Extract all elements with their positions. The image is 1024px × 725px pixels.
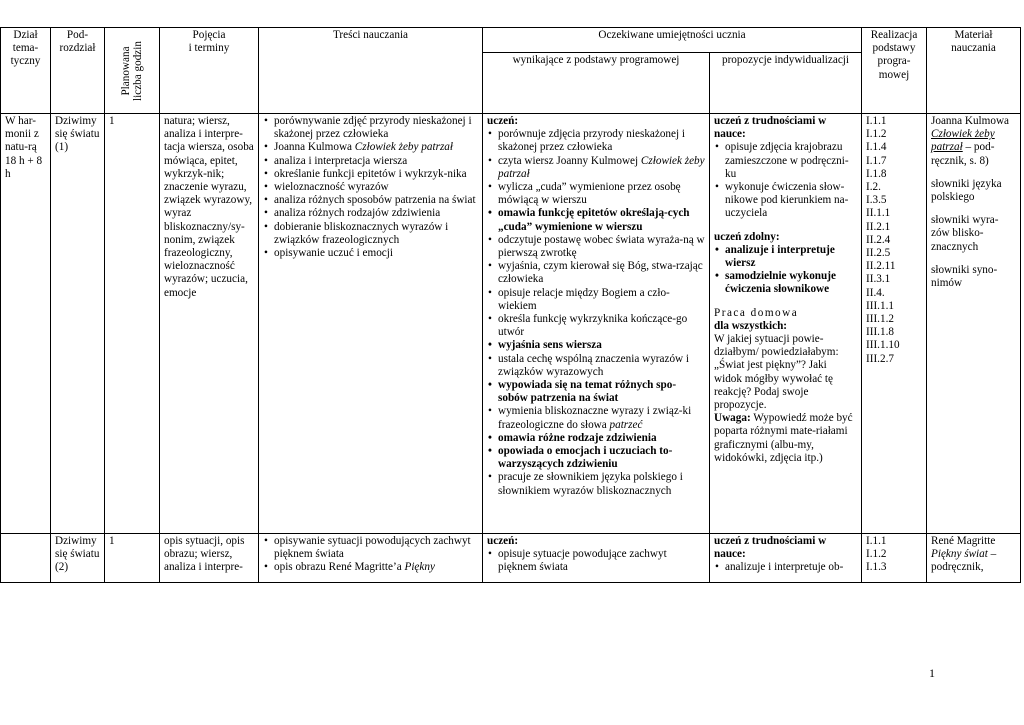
- list-item: • wykonuje ćwiczenia słow-nikowe pod kierunkiem na-uczyciela: [714, 181, 857, 221]
- row1-propozycje: [710, 114, 862, 534]
- realizacja-code: I.1.4: [866, 141, 887, 154]
- material-other-1: słowniki języka polskiego: [931, 177, 1002, 204]
- list-item: • określanie funkcji epitetów i wykrzyk-nika: [263, 168, 478, 181]
- list-item: • analizuje i interpretuje wiersz: [714, 244, 857, 270]
- header-material: Materiał nauczania: [927, 28, 1021, 114]
- row2-podrozdzial: Dziwimy się światu (2): [51, 534, 105, 583]
- header-wynikajace: wynikające z podstawy programowej: [483, 53, 710, 114]
- realizacja-code: I.1.7: [866, 154, 887, 167]
- trud-list: [714, 141, 857, 220]
- list-item: • opisuje zdjęcia krajobrazu zamieszczone w podręczni-ku: [714, 141, 857, 181]
- praca-domowa-label: Praca domowa: [714, 306, 799, 319]
- realizacja-code: I.1.3: [866, 561, 887, 574]
- row2-material: [927, 534, 1021, 583]
- list-item: • ustala cechę wspólną znaczenia wyrazów i związków wyrazowych: [487, 353, 705, 379]
- material-title: Człowiek żeby patrzał – pod-ręcznik, s. 8): [931, 128, 995, 167]
- list-item: • wylicza „cuda” wymienione przez osobę mówiącą w wierszu: [487, 181, 705, 207]
- uwaga-text: Uwaga: Wypowiedź może być poparta różnymi mate-riałami graficznymi (albu-my, widokówki, zdjęcia itp.): [714, 412, 853, 464]
- row2-propozycje: [710, 534, 862, 583]
- row1-material: [927, 114, 1021, 534]
- uczen-zdolny-label: uczeń zdolny:: [714, 230, 780, 243]
- realizacja-code: I.1.1: [866, 115, 887, 127]
- dla-wszystkich-label: dla wszystkich:: [714, 319, 788, 332]
- header-planowana-liczba-godzin: Planowana liczba godzin: [105, 28, 160, 114]
- material-other-2: słowniki wyra-zów blisko-znacznych: [931, 214, 999, 253]
- header-podrozdzial: Pod-rozdział: [51, 28, 105, 114]
- list-item: • wymienia bliskoznaczne wyrazy i związ-ki frazeologiczne do słowa patrzeć: [487, 405, 705, 431]
- realizacja-code: III.2.7: [866, 352, 894, 365]
- trud-list-2: [714, 561, 857, 574]
- uczen-z-trudnosciami-label: uczeń z trudnościami w nauce:: [714, 535, 827, 561]
- row2-realizacja: [862, 534, 927, 583]
- list-item: • opisywanie uczuć i emocji: [263, 247, 478, 260]
- list-item: • opisuje relacje między Bogiem a czło-wiekiem: [487, 287, 705, 313]
- list-item: • opowiada o emocjach i uczuciach to-warzyszących zdziwieniu: [487, 445, 705, 471]
- header-propozycje: propozycje indywidualizacji: [710, 53, 862, 114]
- uczen-z-trudnosciami-label: uczeń z trudnościami w nauce:: [714, 115, 827, 141]
- material-author: René Magritte: [931, 535, 996, 547]
- row2-tresci: [259, 534, 483, 583]
- zdolny-list: [714, 244, 857, 297]
- list-item: • analiza i interpretacja wiersza: [263, 155, 478, 168]
- row1-realizacja: [862, 114, 927, 534]
- realizacja-code: II.3.1: [866, 273, 891, 286]
- row1-pojecia: natura; wiersz, analiza i interpre-tacja wiersza, osoba mówiąca, epitet, wykrzyk-nik; znaczenie wyrazu, związek wyrazowy, wyraz bliskoznaczny/sy-nonim, związek frazeologiczny, wieloznaczność wyrazów; uczucia, emocje: [160, 114, 259, 534]
- list-item: • określa funkcję wykrzyknika kończące-go utwór: [487, 313, 705, 339]
- list-item: • pracuje ze słownikiem języka polskiego i słownikiem wyrazów bliskoznacznych: [487, 471, 705, 497]
- material-other-3: słowniki syno-nimów: [931, 263, 998, 290]
- list-item: • dobieranie bliskoznacznych wyrazów i związków frazeologicznych: [263, 221, 478, 247]
- row1-dzial: W har-monii z natu-rą 18 h + 8 h: [1, 114, 51, 534]
- list-item: • analiza różnych sposobów patrzenia na świat: [263, 194, 478, 207]
- uczen-label: uczeń:: [487, 115, 519, 127]
- header-tresci: Treści nauczania: [259, 28, 483, 114]
- realizacja-list-2: [866, 535, 922, 581]
- realizacja-code: II.2.5: [866, 247, 891, 260]
- material-author: Joanna Kulmowa: [931, 115, 1009, 127]
- list-item: • czyta wiersz Joanny Kulmowej Człowiek żeby patrzał: [487, 155, 705, 181]
- list-item: • Joanna Kulmowa Człowiek żeby patrzał: [263, 141, 478, 154]
- realizacja-code: I.2.: [866, 181, 881, 194]
- row2-dzial: [1, 534, 51, 583]
- realizacja-code: I.1.2: [866, 128, 887, 141]
- material-title: Piękny świat – podręcznik,: [931, 548, 997, 574]
- realizacja-code: I.3.5: [866, 194, 887, 207]
- row2-godziny: 1: [105, 534, 160, 583]
- row1-podrozdzial: Dziwimy się światu (1): [51, 114, 105, 534]
- list-item: • wieloznaczność wyrazów: [263, 181, 478, 194]
- realizacja-list: [866, 115, 922, 366]
- realizacja-code: II.2.1: [866, 220, 891, 233]
- tresci-list: [263, 115, 478, 260]
- realizacja-code: III.1.1: [866, 299, 894, 312]
- realizacja-code: I.1.2: [866, 548, 887, 561]
- list-item: • samodzielnie wykonuje ćwiczenia słownikowe: [714, 270, 857, 296]
- row2-pojecia: opis sytuacji, opis obrazu; wiersz, analiza i interpre-: [160, 534, 259, 583]
- curriculum-table: [0, 27, 1021, 583]
- list-item: • omawia funkcję epitetów określają-cych „cuda” wymienione w wierszu: [487, 207, 705, 233]
- row1-wynikajace: [483, 114, 710, 534]
- row1-godziny: 1: [105, 114, 160, 534]
- list-item: • wyjaśnia, czym kierował się Bóg, stwa-rzając człowieka: [487, 260, 705, 286]
- list-item: • omawia różne rodzaje zdziwienia: [487, 432, 705, 445]
- realizacja-code: I.1.8: [866, 167, 887, 180]
- realizacja-code: III.1.8: [866, 326, 894, 339]
- uczen-label: uczeń:: [487, 535, 519, 547]
- list-item: • analiza różnych rodzajów zdziwienia: [263, 207, 478, 220]
- list-item: • opisywanie sytuacji powodujących zachwyt pięknem świata: [263, 535, 478, 561]
- list-item: • opis obrazu René Magritte’a Piękny: [263, 561, 478, 574]
- list-item: • wypowiada się na temat różnych spo-sobów patrzenia na świat: [487, 379, 705, 405]
- list-item: • porównuje zdjęcia przyrody nieskażonej i skażonej przez człowieka: [487, 128, 705, 154]
- list-item: • porównywanie zdjęć przyrody nieskażonej i skażonej przez człowieka: [263, 115, 478, 141]
- header-realizacja: Realizacja podstawy progra-mowej: [862, 28, 927, 114]
- list-item: • odczytuje postawę wobec świata wyraża-ną w pierwszą zwrotkę: [487, 234, 705, 260]
- realizacja-code: III.1.2: [866, 313, 894, 326]
- realizacja-code: II.2.11: [866, 260, 896, 273]
- realizacja-code: II.2.4: [866, 233, 891, 246]
- praca-domowa-text: W jakiej sytuacji powie-działbym/ powiedziałabym: „Świat jest piękny”? Jaki widok mógłby wywołać tę reakcję? Podaj swoje propozycje.: [714, 333, 839, 412]
- list-item: • wyjaśnia sens wiersza: [487, 339, 705, 352]
- realizacja-code: II.1.1: [866, 207, 891, 220]
- header-dzial: Dział tema-tyczny: [1, 28, 51, 114]
- realizacja-code: I.1.1: [866, 535, 887, 547]
- header-pojecia: Pojęcia i terminy: [160, 28, 259, 114]
- header-oczekiwane: Oczekiwane umiejętności ucznia: [483, 28, 862, 53]
- wynikajace-list-2: [487, 548, 705, 574]
- tresci-list-2: [263, 535, 478, 575]
- wynikajace-list: [487, 128, 705, 498]
- realizacja-code: II.4.: [866, 286, 885, 299]
- row2-wynikajace: [483, 534, 710, 583]
- row1-tresci: [259, 114, 483, 534]
- page-number: 1: [929, 666, 935, 680]
- list-item: • analizuje i interpretuje ob-: [714, 561, 857, 574]
- realizacja-code: III.1.10: [866, 339, 900, 352]
- list-item: • opisuje sytuacje powodujące zachwyt pięknem świata: [487, 548, 705, 574]
